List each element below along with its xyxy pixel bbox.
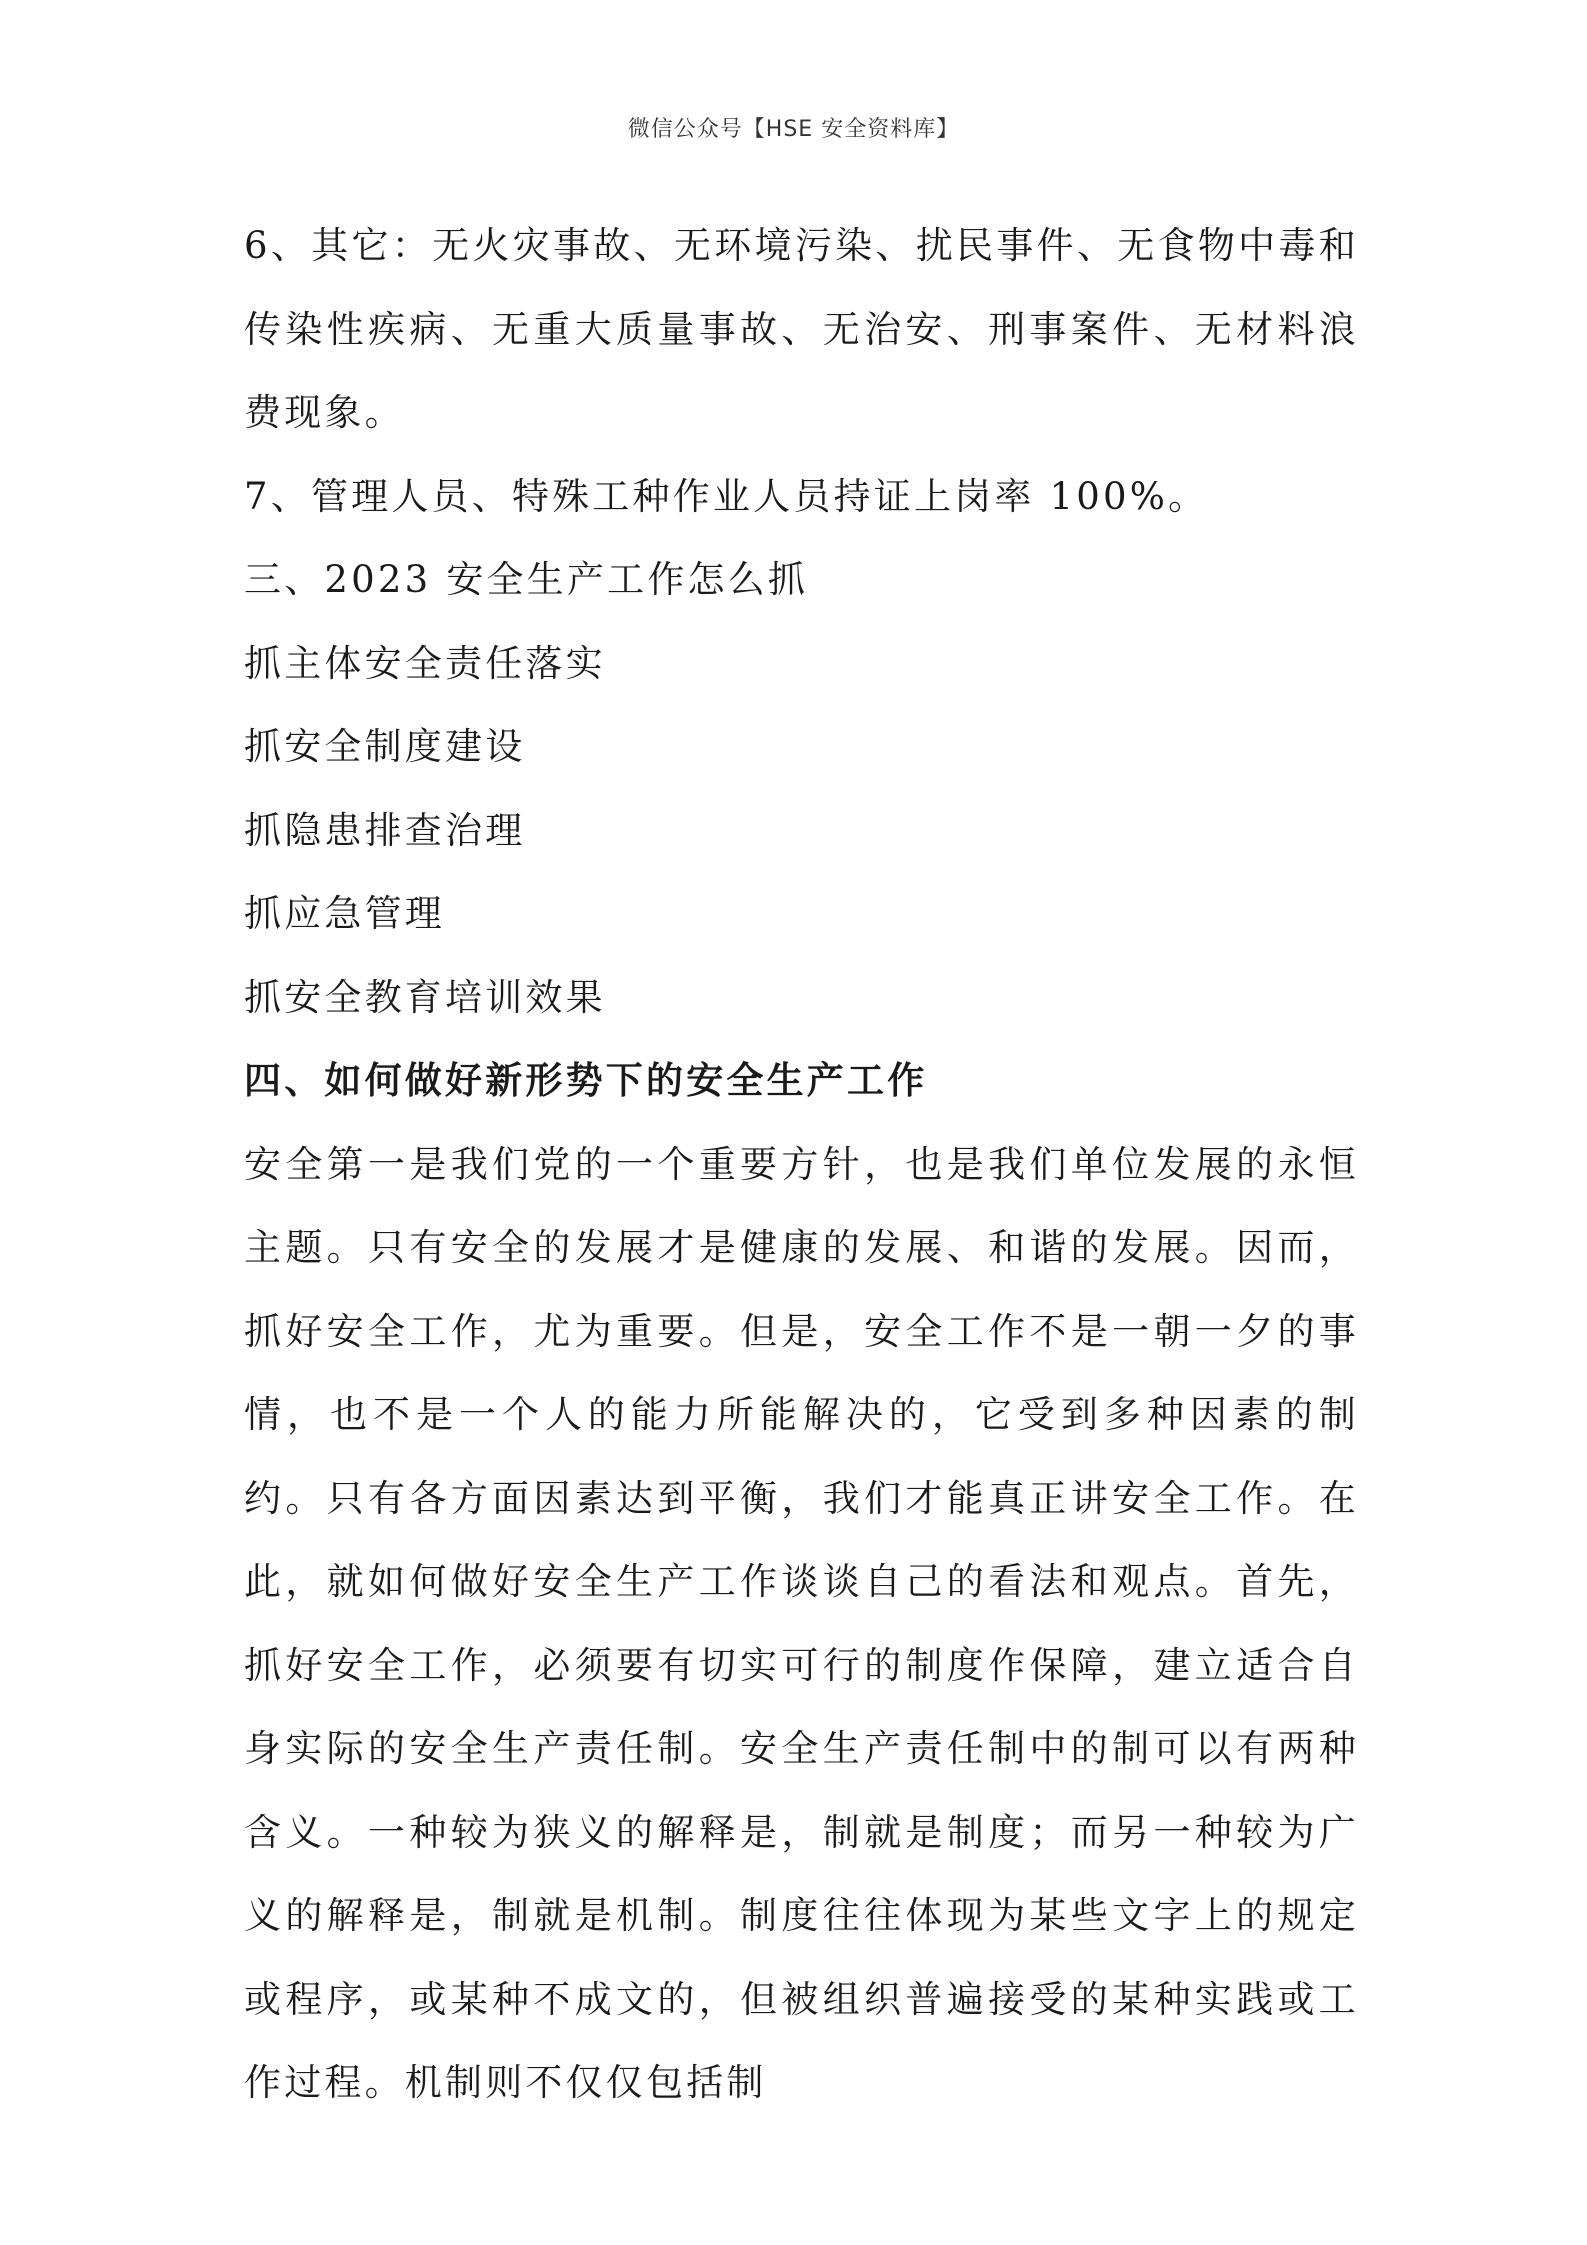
document-body <box>244 204 1359 2125</box>
section-3-item: 抓主体安全责任落实 <box>244 641 606 685</box>
section-4-title: 四、如何做好新形势下的安全生产工作 <box>244 1058 928 1102</box>
item-6-paragraph: 6、其它：无火灾事故、无环境污染、扰民事件、无食物中毒和传染性疾病、无重大质量事故、无治安、刑事案件、无材料浪费现象。 <box>244 224 1359 434</box>
section-3-item: 抓隐患排查治理 <box>244 808 526 852</box>
section-3-item: 抓安全制度建设 <box>244 725 526 768</box>
item-7-paragraph: 7、管理人员、特殊工种作业人员持证上岗率 100%。 <box>244 474 1209 518</box>
page-header: 微信公众号【HSE 安全资料库】 <box>627 117 960 142</box>
section-4-paragraph: 安全第一是我们党的一个重要方针，也是我们单位发展的永恒主题。只有安全的发展才是健康的发展、和谐的发展。因而，抓好安全工作，尤为重要。但是，安全工作不是一朝一夕的事情，也不是一个人的能力所能解决的，它受到多种因素的制约。只有各方面因素达到平衡，我们才能真正讲安全工作。在此，就如何做好安全生产工作谈谈自己的看法和观点。首先，抓好安全工作，必须要有切实可行的制度作保障，建立适合自身实际的安全生产责任制。安全生产责任制中的制可以有两种含义。一种较为狭义的解释是，制就是制度；而另一种较为广义的解释是，制就是机制。制度往往体现为某些文字上的规定或程序，或某种不成文的，但被组织普遍接受的某种实践或工作过程。机制则不仅仅包括制 <box>244 1142 1359 2104</box>
section-3-item: 抓安全教育培训效果 <box>244 975 606 1019</box>
section-3-title: 三、2023 安全生产工作怎么抓 <box>244 558 809 601</box>
section-3-item: 抓应急管理 <box>244 892 445 935</box>
